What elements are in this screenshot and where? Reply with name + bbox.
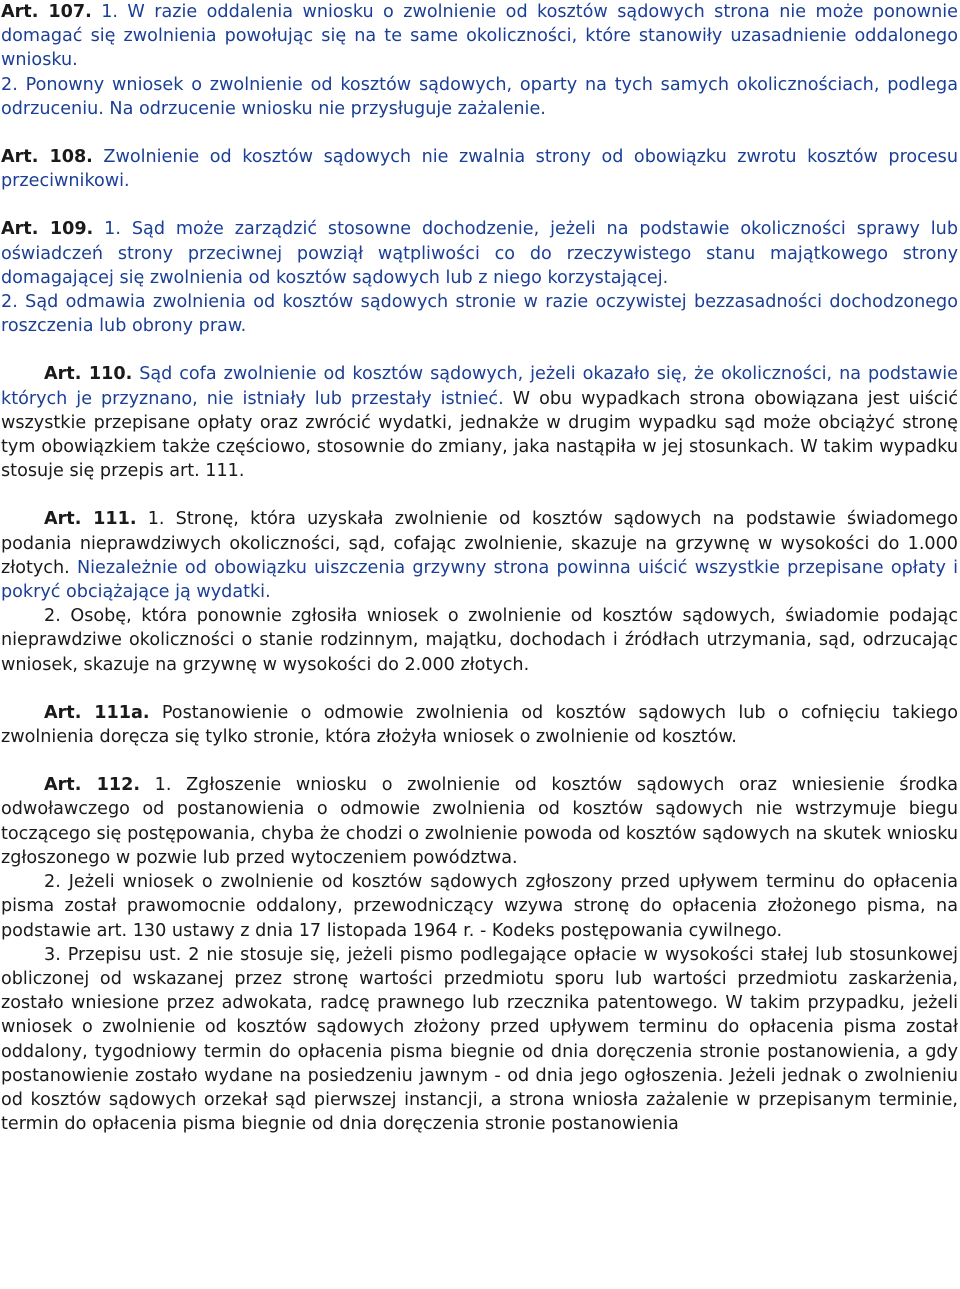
art-111-paragraph-1 — [1, 507, 958, 604]
art-109-par-2-text: 2. Sąd odmawia zwolnienia od kosztów sądowych stronie w razie oczywistej bezzasadności dochodzonego roszczenia lub obrony praw. — [1, 292, 958, 337]
spacer — [1, 749, 958, 773]
spacer — [1, 193, 958, 217]
art-110-text-b: W obu wypadkach strona obowiązana jest uiścić wszystkie przepisane opłaty oraz zwrócić wydatki, jednakże w drugim wypadku sąd może obciążyć stronę tym obowiązkiem także częściowo, stosownie do zmiany, jaka nastąpiła w jej stosunkach. W takim wypadku stosuje się przepis art. 111. — [1, 388, 958, 482]
art-111-par-1-text-b: Niezależnie od obowiązku uiszczenia grzywny strona powinna uiścić wszystkie przepisane opłaty i pokryć obciążające ją wydatki. — [1, 557, 958, 603]
art-107-label: Art. 107. — [1, 2, 92, 22]
art-112-par-3-text: 3. Przepisu ust. 2 nie stosuje się, jeżeli pismo podlegające opłacie w wysokości stałej lub stosunkowej obliczonej od wskazanej przez stronę wartości przedmiotu sporu lub wartości przedmiotu zaskarżenia, zostało wniesione przez adwokata, radcę prawnego lub rzecznika patentowego. W takim przypadku, jeżeli wniosek o zwolnienie od kosztów sądowych złożony przed upływem terminu do opłacenia pisma został oddalony, tygodniowy termin do opłacenia pisma biegnie od dnia doręczenia stronie postanowienia, a gdy postanowienie zostało wydane na posiedzeniu jawnym - od dnia jego ogłoszenia. Jeżeli jednak o zwolnieniu od kosztów sądowych orzekał sąd pierwszej instancji, a strona wniosła zażalenie w przepisanym terminie, termin do opłacenia pisma biegnie od dnia doręczenia stronie postanowienia — [1, 944, 958, 1135]
art-107-par-2-text: 2. Ponowny wniosek o zwolnienie od kosztów sądowych, oparty na tych samych okolicznościach, podlega odrzuceniu. Na odrzucenie wniosku nie przysługuje zażalenie. — [1, 74, 958, 119]
art-109-par-1-number: 1. — [93, 219, 132, 240]
art-107-paragraph-2 — [1, 73, 958, 121]
art-112-paragraph-2 — [1, 870, 958, 943]
art-109-paragraph-1 — [1, 217, 958, 290]
art-111a-paragraph — [1, 701, 958, 749]
spacer — [1, 483, 958, 507]
art-111-par-1-text-a: Stronę, która uzyskała zwolnienie od kosztów sądowych na podstawie świadomego podania nieprawdziwych okoliczności, sąd, cofając zwolnienie, skazuje na grzywnę w wysokości do 1.000 złotych. — [1, 509, 958, 578]
art-109-par-1-text: Sąd może zarządzić stosowne dochodzenie, jeżeli na podstawie okoliczności sprawy lub oświadczeń strony przeciwnej powziął wątpliwości co do rzeczywistego stanu majątkowego strony domagającej się zwolnienia od kosztów sądowych lub z niego korzystającej. — [1, 219, 958, 288]
art-111a-label: Art. 111a. — [44, 702, 150, 723]
art-107-paragraph-1 — [1, 0, 958, 73]
art-111-paragraph-2 — [1, 604, 958, 677]
art-108-text: Zwolnienie od kosztów sądowych nie zwalnia strony od obowiązku zwrotu kosztów procesu przeciwnikowi. — [1, 147, 958, 192]
art-110-label: Art. 110. — [44, 364, 133, 385]
art-111a-text: Postanowienie o odmowie zwolnienia od kosztów sądowych lub o cofnięciu takiego zwolnienia doręcza się tylko stronie, która złożyła wniosek o zwolnienie od kosztów. — [1, 702, 958, 748]
art-108-label: Art. 108. — [1, 147, 93, 168]
art-112-paragraph-1 — [1, 773, 958, 870]
art-107-par-1-text: W razie oddalenia wniosku o zwolnienie od kosztów sądowych strona nie może ponownie domagać się zwolnienia powołując się na te same okoliczności, które stanowiły uzasadnienie oddalonego wniosku. — [1, 2, 959, 71]
art-111-par-2-text: 2. Osobę, która ponownie zgłosiła wniosek o zwolnienie od kosztów sądowych, świadomie podając nieprawdziwe okoliczności o stanie rodzinnym, majątku, dochodach i źródłach utrzymania, sąd, odrzucając wniosek, skazuje na grzywnę w wysokości do 2.000 złotych. — [1, 606, 958, 675]
art-107-par-1-number: 1. — [91, 2, 128, 22]
art-111-par-1-number: 1. — [136, 509, 176, 530]
art-112-paragraph-3 — [1, 943, 958, 1137]
art-108-paragraph — [1, 145, 958, 193]
art-109-label: Art. 109. — [1, 219, 94, 240]
art-110-text-a: Sąd cofa zwolnienie od kosztów sądowych, jeżeli okazało się, że okoliczności, na podstawie których je przyznano, nie istniały lub przestały istnieć. — [1, 364, 958, 409]
art-112-label: Art. 112. — [44, 775, 140, 796]
art-110-paragraph — [1, 362, 958, 483]
art-111-label: Art. 111. — [44, 509, 137, 530]
art-112-par-1-text: Zgłoszenie wniosku o zwolnienie od kosztów sądowych oraz wniesienie środka odwoławczego od postanowienia o odmowie zwolnienia od kosztów sądowych nie wstrzymuje biegu toczącego się postępowania, chyba że chodzi o zwolnienie powoda od kosztów sądowych na skutek wniosku zgłoszonego w pozwie lub przed wytoczeniem powództwa. — [1, 775, 958, 868]
art-109-paragraph-2 — [1, 290, 958, 338]
art-112-par-2-text: 2. Jeżeli wniosek o zwolnienie od kosztów sądowych zgłoszony przed upływem terminu do opłacenia pisma został prawomocnie oddalony, przewodniczący wzywa stronę do opłacenia złożonego pisma, na podstawie art. 130 ustawy z dnia 17 listopada 1964 r. - Kodeks postępowania cywilnego. — [1, 872, 958, 941]
art-112-par-1-number: 1. — [140, 775, 187, 796]
spacer — [1, 677, 958, 701]
spacer — [1, 338, 958, 362]
spacer — [1, 121, 958, 145]
